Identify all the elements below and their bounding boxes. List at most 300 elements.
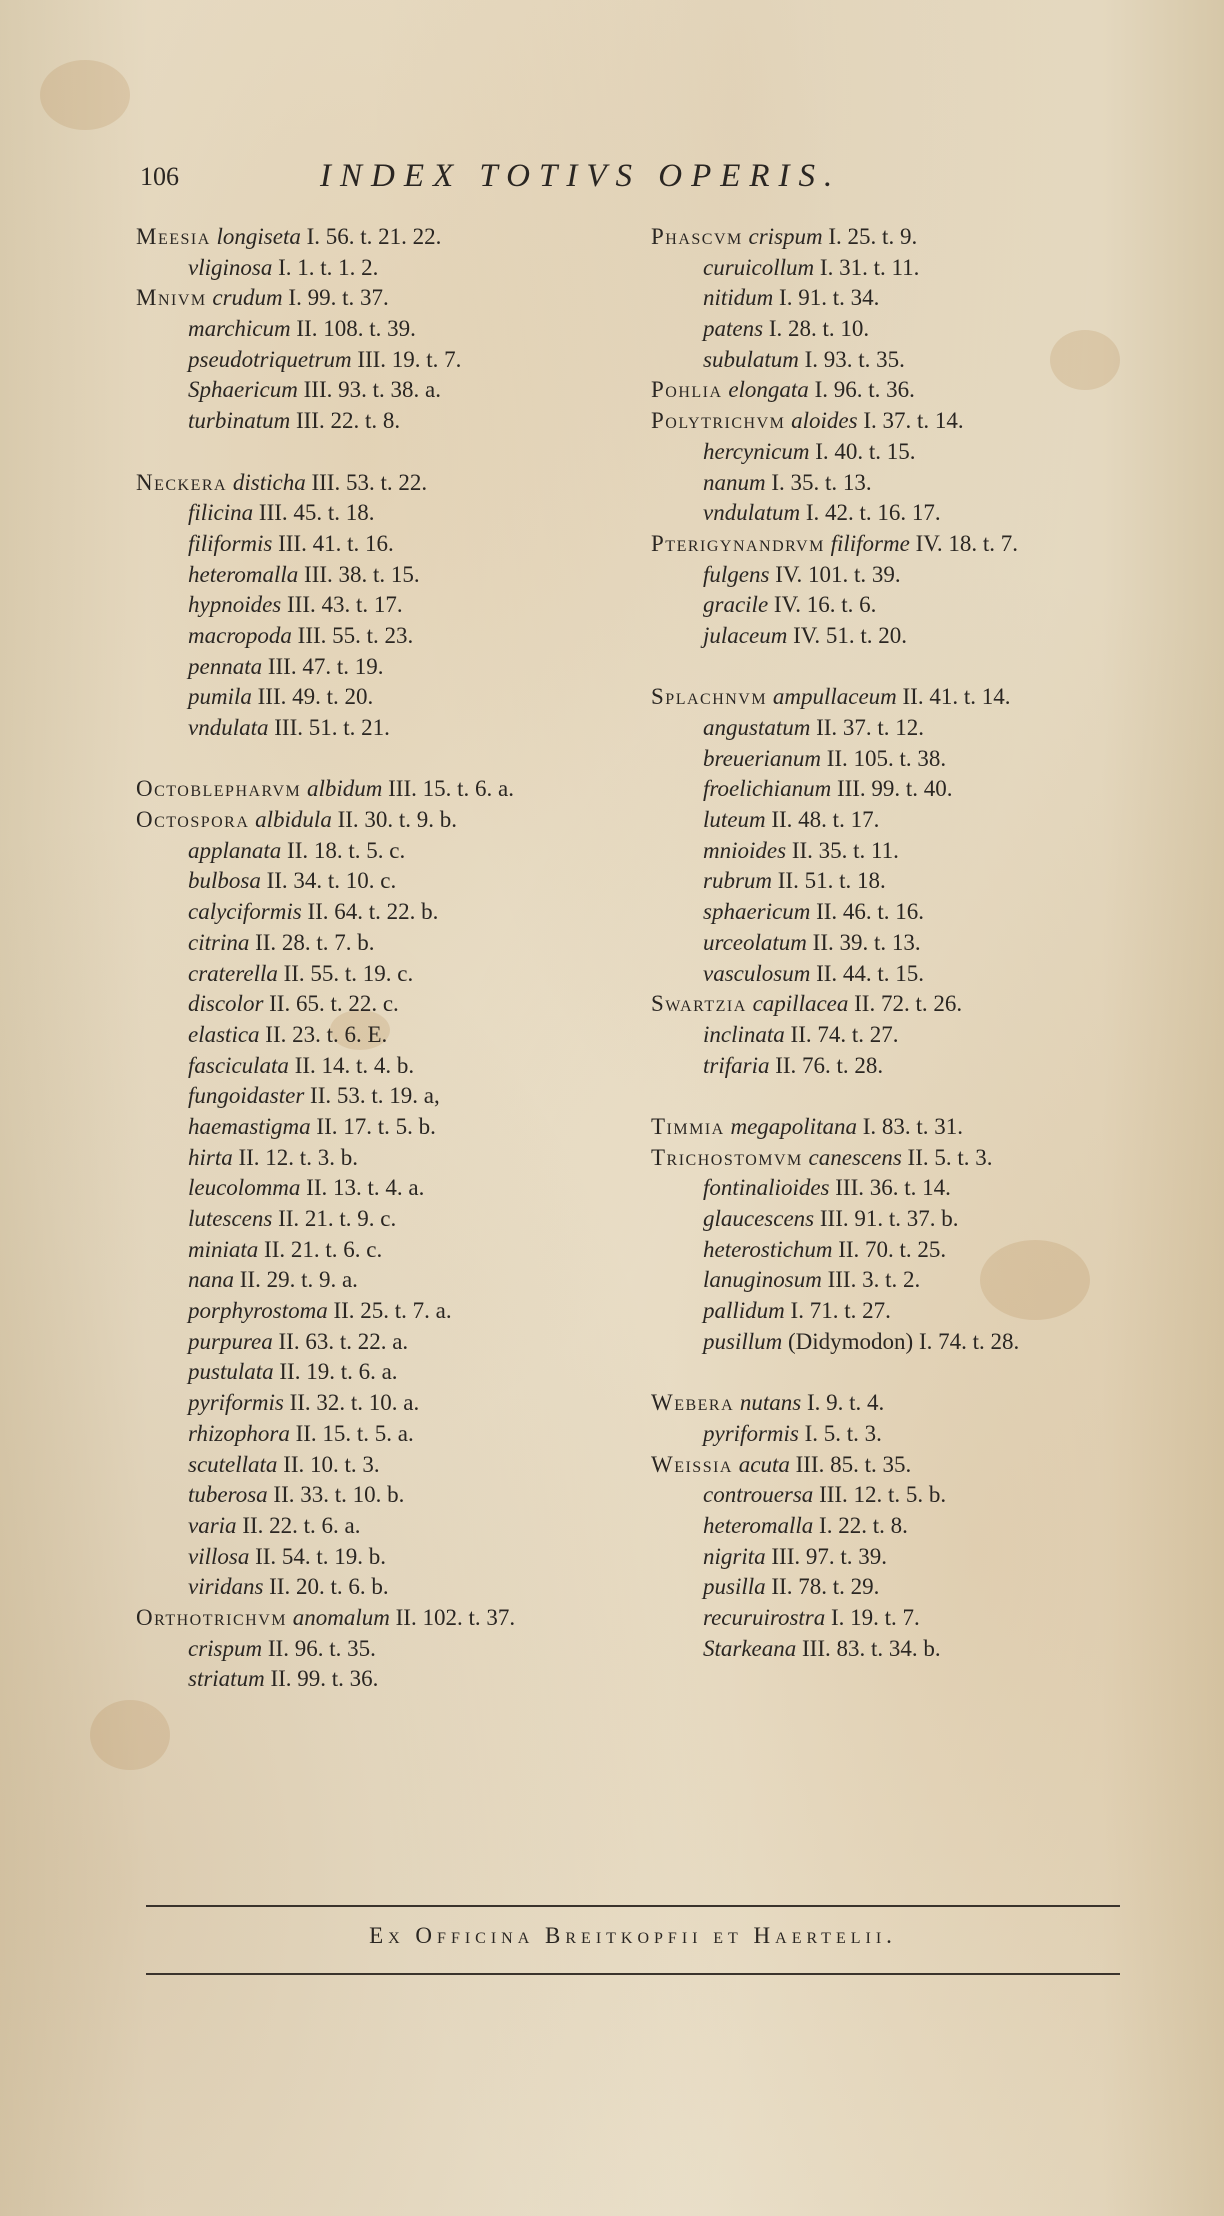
genus-entry xyxy=(651,222,1171,253)
species-entry xyxy=(651,1634,1171,1665)
species-entry xyxy=(651,345,1171,376)
volume-page-plate-reference: IV. 51. t. 20. xyxy=(793,622,908,648)
species-epithet: filiforme xyxy=(830,530,910,556)
species-epithet: pallidum xyxy=(703,1298,785,1324)
species-entry xyxy=(651,314,1171,345)
species-entry xyxy=(136,1450,626,1481)
imprint-rule-bottom xyxy=(146,1973,1120,1975)
volume-page-plate-reference: II. 34. t. 10. c. xyxy=(266,868,397,894)
species-entry xyxy=(136,1143,626,1174)
section-gap xyxy=(651,1081,1171,1112)
species-epithet: patens xyxy=(703,316,764,342)
species-epithet: capillacea xyxy=(752,991,849,1017)
species-epithet: citrina xyxy=(188,929,250,955)
species-epithet: pyriformis xyxy=(188,1390,284,1416)
volume-page-plate-reference: I. 28. t. 10. xyxy=(768,316,870,342)
volume-page-plate-reference: IV. 18. t. 7. xyxy=(915,530,1019,556)
volume-page-plate-reference: I. 25. t. 9. xyxy=(828,224,918,249)
volume-page-plate-reference: III. 22. t. 8. xyxy=(295,408,401,434)
section-gap xyxy=(651,1357,1171,1388)
species-entry xyxy=(136,1388,626,1419)
species-entry xyxy=(651,866,1171,897)
species-epithet: ampullaceum xyxy=(772,684,897,710)
species-entry xyxy=(136,897,626,928)
genus-entry xyxy=(651,375,1171,406)
volume-page-plate-reference: III. 49. t. 20. xyxy=(257,684,374,710)
species-epithet: fontinalioides xyxy=(703,1175,830,1201)
species-entry xyxy=(651,621,1171,652)
species-entry xyxy=(136,498,626,529)
foxing-stain xyxy=(40,60,130,130)
genus-name: Trichostomvm xyxy=(651,1144,803,1170)
volume-page-plate-reference: I. 96. t. 36. xyxy=(814,377,915,403)
species-epithet: crudum xyxy=(212,285,283,311)
species-entry xyxy=(651,1480,1171,1511)
species-entry xyxy=(136,621,626,652)
species-epithet: leucolomma xyxy=(188,1175,301,1201)
species-epithet: pusilla xyxy=(703,1574,766,1600)
species-entry xyxy=(651,1204,1171,1235)
genus-entry xyxy=(136,283,626,314)
volume-page-plate-reference: II. 70. t. 25. xyxy=(838,1236,947,1262)
volume-page-plate-reference: IV. 101. t. 39. xyxy=(775,561,901,587)
species-epithet: nitidum xyxy=(703,285,774,311)
species-entry xyxy=(651,1051,1171,1082)
species-entry xyxy=(136,1664,626,1695)
volume-page-plate-reference: II. 41. t. 14. xyxy=(902,684,1011,710)
volume-page-plate-reference: I. 9. t. 4. xyxy=(807,1390,885,1416)
species-entry xyxy=(651,498,1171,529)
species-epithet: heteromalla xyxy=(703,1512,814,1538)
genus-name: Octospora xyxy=(136,807,250,833)
genus-name: Mnivm xyxy=(136,285,207,311)
species-epithet: acuta xyxy=(738,1451,790,1477)
species-epithet: glaucescens xyxy=(703,1206,815,1231)
species-entry xyxy=(651,1173,1171,1204)
species-epithet: turbinatum xyxy=(188,408,291,434)
volume-page-plate-reference: II. 17. t. 5. b. xyxy=(316,1113,436,1139)
volume-page-plate-reference: II. 28. t. 7. b. xyxy=(255,929,375,955)
volume-page-plate-reference: I. 35. t. 13. xyxy=(771,469,872,495)
volume-page-plate-reference: II. 55. t. 19. c. xyxy=(283,960,414,986)
volume-page-plate-reference: I. 40. t. 15. xyxy=(815,438,916,464)
species-epithet: viridans xyxy=(188,1574,264,1600)
species-entry xyxy=(651,590,1171,621)
volume-page-plate-reference: III. 99. t. 40. xyxy=(836,776,953,802)
species-entry xyxy=(136,682,626,713)
species-entry xyxy=(651,468,1171,499)
species-epithet: crispum xyxy=(748,224,823,249)
species-entry xyxy=(136,1081,626,1112)
species-epithet: macropoda xyxy=(188,622,292,648)
species-epithet: filicina xyxy=(188,500,254,526)
genus-entry xyxy=(136,805,626,836)
species-entry xyxy=(136,1572,626,1603)
species-epithet: vndulatum xyxy=(703,500,801,526)
volume-page-plate-reference: III. 91. t. 37. b. xyxy=(819,1206,959,1231)
species-epithet: fulgens xyxy=(703,561,770,587)
volume-page-plate-reference: II. 105. t. 38. xyxy=(826,745,947,771)
species-epithet: discolor xyxy=(188,991,264,1017)
species-epithet: Sphaericum xyxy=(188,377,298,403)
volume-page-plate-reference: III. 53. t. 22. xyxy=(311,469,428,495)
species-epithet: sphaericum xyxy=(703,899,811,925)
species-entry xyxy=(136,1419,626,1450)
page-header xyxy=(140,158,970,198)
species-epithet: haemastigma xyxy=(188,1113,311,1139)
volume-page-plate-reference: II. 32. t. 10. a. xyxy=(289,1390,420,1416)
genus-entry xyxy=(651,682,1171,713)
species-epithet: longiseta xyxy=(216,224,301,249)
species-epithet: craterella xyxy=(188,960,278,986)
species-epithet: disticha xyxy=(232,469,306,495)
volume-page-plate-reference: II. 53. t. 19. a, xyxy=(310,1083,440,1109)
species-epithet: mnioides xyxy=(703,837,787,863)
species-entry xyxy=(651,928,1171,959)
species-epithet: porphyrostoma xyxy=(188,1298,328,1324)
volume-page-plate-reference: I. 1. t. 1. 2. xyxy=(278,254,379,280)
species-epithet: curuicollum xyxy=(703,254,815,280)
species-epithet: nutans xyxy=(739,1390,802,1416)
volume-page-plate-reference: III. 55. t. 23. xyxy=(297,622,414,648)
volume-page-plate-reference: I. 83. t. 31. xyxy=(862,1113,964,1139)
volume-page-plate-reference: III. 97. t. 39. xyxy=(771,1543,887,1569)
species-entry xyxy=(651,1603,1171,1634)
species-epithet: vasculosum xyxy=(703,960,811,986)
index-column-right xyxy=(651,222,1171,1664)
species-epithet: pustulata xyxy=(188,1359,274,1385)
volume-page-plate-reference: II. 99. t. 36. xyxy=(270,1666,379,1692)
volume-page-plate-reference: II. 20. t. 6. b. xyxy=(269,1574,389,1600)
species-entry xyxy=(651,560,1171,591)
volume-page-plate-reference: II. 74. t. 27. xyxy=(790,1021,899,1047)
volume-page-plate-reference: II. 65. t. 22. c. xyxy=(269,991,399,1017)
species-epithet: filiformis xyxy=(188,530,273,556)
species-epithet: rubrum xyxy=(703,868,773,894)
genus-entry xyxy=(651,1450,1171,1481)
genus-name: Pohlia xyxy=(651,377,723,403)
volume-page-plate-reference: III. 51. t. 21. xyxy=(274,715,390,740)
species-entry xyxy=(136,1265,626,1296)
species-entry xyxy=(136,345,626,376)
species-epithet: anomalum xyxy=(292,1604,390,1630)
species-entry xyxy=(136,959,626,990)
volume-page-plate-reference: II. 14. t. 4. b. xyxy=(294,1052,415,1078)
running-title: INDEX TOTIVS OPERIS. xyxy=(320,158,842,194)
species-entry xyxy=(136,314,626,345)
species-entry xyxy=(651,959,1171,990)
section-gap xyxy=(651,652,1171,683)
species-epithet: megapolitana xyxy=(730,1113,857,1139)
species-epithet: lanuginosum xyxy=(703,1267,822,1293)
species-entry xyxy=(651,253,1171,284)
species-epithet: pumila xyxy=(188,684,252,710)
page-number: 106 xyxy=(140,162,179,191)
volume-page-plate-reference: II. 30. t. 9. b. xyxy=(337,807,458,833)
species-epithet: villosa xyxy=(188,1543,250,1569)
species-epithet: purpurea xyxy=(188,1328,273,1354)
species-entry xyxy=(136,1235,626,1266)
species-entry xyxy=(136,1327,626,1358)
genus-entry xyxy=(651,989,1171,1020)
volume-page-plate-reference: II. 46. t. 16. xyxy=(816,899,925,925)
volume-page-plate-reference: I. 99. t. 37. xyxy=(288,285,389,311)
genus-name: Weissia xyxy=(651,1451,733,1477)
volume-page-plate-reference: (Didymodon) I. 74. t. 28. xyxy=(787,1328,1020,1354)
species-entry xyxy=(651,1419,1171,1450)
section-gap xyxy=(136,437,626,468)
species-epithet: vndulata xyxy=(188,715,269,740)
genus-name: Webera xyxy=(651,1390,735,1416)
volume-page-plate-reference: II. 21. t. 6. c. xyxy=(264,1236,383,1262)
species-entry xyxy=(136,1051,626,1082)
volume-page-plate-reference: II. 72. t. 26. xyxy=(854,991,963,1017)
species-entry xyxy=(136,1634,626,1665)
volume-page-plate-reference: IV. 16. t. 6. xyxy=(773,592,877,618)
species-entry xyxy=(136,836,626,867)
species-epithet: gracile xyxy=(703,592,769,618)
species-epithet: trifaria xyxy=(703,1052,770,1078)
genus-name: Phascvm xyxy=(651,224,743,249)
species-epithet: breuerianum xyxy=(703,745,821,771)
species-entry xyxy=(651,897,1171,928)
species-epithet: nana xyxy=(188,1267,234,1293)
genus-entry xyxy=(651,406,1171,437)
genus-name: Swartzia xyxy=(651,991,747,1017)
species-entry xyxy=(651,283,1171,314)
species-entry xyxy=(136,590,626,621)
volume-page-plate-reference: III. 19. t. 7. xyxy=(357,346,462,372)
species-entry xyxy=(651,1572,1171,1603)
volume-page-plate-reference: III. 83. t. 34. b. xyxy=(802,1635,941,1661)
volume-page-plate-reference: II. 96. t. 35. xyxy=(267,1635,376,1661)
volume-page-plate-reference: III. 36. t. 14. xyxy=(835,1175,951,1201)
volume-page-plate-reference: II. 33. t. 10. b. xyxy=(273,1482,405,1508)
species-epithet: albidula xyxy=(255,807,332,833)
species-entry xyxy=(651,1327,1171,1358)
genus-entry xyxy=(651,1143,1171,1174)
species-entry xyxy=(136,1020,626,1051)
species-entry xyxy=(136,253,626,284)
species-entry xyxy=(651,1511,1171,1542)
species-entry xyxy=(136,652,626,683)
foxing-stain xyxy=(90,1700,170,1770)
species-epithet: striatum xyxy=(188,1666,265,1692)
volume-page-plate-reference: II. 25. t. 7. a. xyxy=(333,1298,452,1324)
species-entry xyxy=(136,1173,626,1204)
species-epithet: nanum xyxy=(703,469,766,495)
species-epithet: pusillum xyxy=(703,1328,783,1354)
species-epithet: inclinata xyxy=(703,1021,785,1047)
volume-page-plate-reference: II. 76. t. 28. xyxy=(775,1052,884,1078)
species-entry xyxy=(651,1020,1171,1051)
species-epithet: rhizophora xyxy=(188,1420,290,1446)
species-entry xyxy=(651,1296,1171,1327)
volume-page-plate-reference: II. 23. t. 6. E. xyxy=(265,1021,388,1047)
species-epithet: scutellata xyxy=(188,1451,278,1477)
species-entry xyxy=(136,1357,626,1388)
species-entry xyxy=(136,1511,626,1542)
species-epithet: pennata xyxy=(188,653,263,679)
genus-name: Pterigynandrvm xyxy=(651,530,825,556)
species-epithet: froelichianum xyxy=(703,776,832,802)
species-entry xyxy=(651,1542,1171,1573)
species-entry xyxy=(136,529,626,560)
volume-page-plate-reference: II. 35. t. 11. xyxy=(791,837,899,863)
species-entry xyxy=(651,713,1171,744)
species-epithet: heteromalla xyxy=(188,561,299,587)
species-epithet: hercynicum xyxy=(703,438,810,464)
species-epithet: lutescens xyxy=(188,1206,273,1231)
species-epithet: marchicum xyxy=(188,316,291,342)
species-epithet: hirta xyxy=(188,1144,233,1170)
species-epithet: crispum xyxy=(188,1635,263,1661)
volume-page-plate-reference: II. 51. t. 18. xyxy=(777,868,886,894)
species-epithet: canescens xyxy=(808,1144,902,1170)
species-epithet: pyriformis xyxy=(703,1420,799,1446)
volume-page-plate-reference: I. 93. t. 35. xyxy=(804,346,905,372)
volume-page-plate-reference: II. 21. t. 9. c. xyxy=(278,1206,397,1231)
volume-page-plate-reference: II. 48. t. 17. xyxy=(771,807,880,833)
genus-name: Meesia xyxy=(136,224,211,249)
volume-page-plate-reference: II. 78. t. 29. xyxy=(771,1574,880,1600)
species-entry xyxy=(651,437,1171,468)
volume-page-plate-reference: II. 13. t. 4. a. xyxy=(306,1175,425,1201)
genus-name: Timmia xyxy=(651,1113,725,1139)
volume-page-plate-reference: III. 3. t. 2. xyxy=(827,1267,921,1293)
species-entry xyxy=(651,805,1171,836)
species-entry xyxy=(651,1265,1171,1296)
species-epithet: controuersa xyxy=(703,1482,814,1508)
volume-page-plate-reference: II. 15. t. 5. a. xyxy=(295,1420,414,1446)
volume-page-plate-reference: III. 45. t. 18. xyxy=(258,500,375,526)
volume-page-plate-reference: I. 5. t. 3. xyxy=(804,1420,882,1446)
species-entry xyxy=(136,1296,626,1327)
volume-page-plate-reference: II. 54. t. 19. b. xyxy=(255,1543,387,1569)
volume-page-plate-reference: II. 10. t. 3. xyxy=(283,1451,380,1477)
species-entry xyxy=(136,928,626,959)
species-epithet: albidum xyxy=(306,776,383,802)
volume-page-plate-reference: III. 12. t. 5. b. xyxy=(819,1482,947,1508)
volume-page-plate-reference: II. 5. t. 3. xyxy=(907,1144,993,1170)
species-entry xyxy=(136,1112,626,1143)
species-entry xyxy=(136,1542,626,1573)
species-epithet: miniata xyxy=(188,1236,259,1262)
printer-imprint: Ex Officina Breitkopfii et Haertelii. xyxy=(369,1923,897,1948)
species-epithet: applanata xyxy=(188,837,282,863)
species-epithet: aloides xyxy=(791,408,858,434)
species-epithet: vliginosa xyxy=(188,254,273,280)
volume-page-plate-reference: II. 108. t. 39. xyxy=(296,316,416,342)
species-entry xyxy=(651,744,1171,775)
species-epithet: calyciformis xyxy=(188,899,302,925)
volume-page-plate-reference: II. 64. t. 22. b. xyxy=(307,899,439,925)
genus-entry xyxy=(136,468,626,499)
volume-page-plate-reference: II. 37. t. 12. xyxy=(816,715,925,740)
volume-page-plate-reference: II. 12. t. 3. b. xyxy=(238,1144,358,1170)
volume-page-plate-reference: III. 85. t. 35. xyxy=(795,1451,912,1477)
genus-entry xyxy=(651,1112,1171,1143)
genus-name: Splachnvm xyxy=(651,684,768,710)
imprint-rule-top xyxy=(146,1905,1120,1907)
species-entry xyxy=(136,406,626,437)
species-epithet: recuruirostra xyxy=(703,1604,826,1630)
volume-page-plate-reference: II. 29. t. 9. a. xyxy=(239,1267,358,1293)
species-epithet: nigrita xyxy=(703,1543,766,1569)
species-entry xyxy=(136,989,626,1020)
section-gap xyxy=(136,744,626,775)
species-epithet: julaceum xyxy=(703,622,788,648)
species-epithet: fungoidaster xyxy=(188,1083,305,1109)
species-epithet: tuberosa xyxy=(188,1482,268,1508)
index-column-left xyxy=(136,222,626,1695)
volume-page-plate-reference: II. 18. t. 5. c. xyxy=(287,837,406,863)
species-entry xyxy=(136,713,626,744)
species-epithet: bulbosa xyxy=(188,868,261,894)
species-entry xyxy=(651,774,1171,805)
volume-page-plate-reference: I. 42. t. 16. 17. xyxy=(805,500,941,526)
volume-page-plate-reference: II. 19. t. 6. a. xyxy=(279,1359,398,1385)
volume-page-plate-reference: III. 15. t. 6. a. xyxy=(388,776,514,802)
imprint-block xyxy=(146,1905,1120,1975)
volume-page-plate-reference: I. 71. t. 27. xyxy=(790,1298,891,1324)
species-entry xyxy=(136,375,626,406)
genus-name: Polytrichvm xyxy=(651,408,786,434)
species-entry xyxy=(136,1204,626,1235)
volume-page-plate-reference: I. 31. t. 11. xyxy=(819,254,920,280)
species-epithet: Starkeana xyxy=(703,1635,797,1661)
volume-page-plate-reference: I. 19. t. 7. xyxy=(831,1604,920,1630)
volume-page-plate-reference: III. 47. t. 19. xyxy=(267,653,384,679)
volume-page-plate-reference: II. 22. t. 6. a. xyxy=(242,1512,361,1538)
species-entry xyxy=(651,1235,1171,1266)
species-epithet: pseudotriquetrum xyxy=(188,346,352,372)
genus-name: Octoblepharvm xyxy=(136,776,302,802)
species-entry xyxy=(136,866,626,897)
volume-page-plate-reference: II. 63. t. 22. a. xyxy=(278,1328,409,1354)
species-entry xyxy=(136,1480,626,1511)
volume-page-plate-reference: III. 38. t. 15. xyxy=(304,561,420,587)
genus-name: Neckera xyxy=(136,469,228,495)
volume-page-plate-reference: II. 102. t. 37. xyxy=(395,1604,516,1630)
species-epithet: heterostichum xyxy=(703,1236,833,1262)
species-epithet: urceolatum xyxy=(703,929,807,955)
species-entry xyxy=(651,836,1171,867)
volume-page-plate-reference: I. 22. t. 8. xyxy=(819,1512,908,1538)
species-epithet: luteum xyxy=(703,807,766,833)
species-epithet: hypnoides xyxy=(188,592,282,618)
species-epithet: subulatum xyxy=(703,346,799,372)
volume-page-plate-reference: III. 93. t. 38. a. xyxy=(303,377,441,403)
volume-page-plate-reference: II. 39. t. 13. xyxy=(812,929,921,955)
species-epithet: fasciculata xyxy=(188,1052,289,1078)
species-epithet: varia xyxy=(188,1512,237,1538)
genus-entry xyxy=(651,529,1171,560)
volume-page-plate-reference: I. 37. t. 14. xyxy=(863,408,964,434)
species-epithet: elongata xyxy=(728,377,809,403)
genus-entry xyxy=(136,222,626,253)
genus-entry xyxy=(136,1603,626,1634)
volume-page-plate-reference: I. 91. t. 34. xyxy=(779,285,880,311)
volume-page-plate-reference: II. 44. t. 15. xyxy=(816,960,925,986)
volume-page-plate-reference: III. 43. t. 17. xyxy=(287,592,403,618)
genus-entry xyxy=(651,1388,1171,1419)
species-epithet: angustatum xyxy=(703,715,811,740)
volume-page-plate-reference: I. 56. t. 21. 22. xyxy=(306,224,442,249)
genus-entry xyxy=(136,774,626,805)
genus-name: Orthotrichvm xyxy=(136,1604,287,1630)
species-entry xyxy=(136,560,626,591)
